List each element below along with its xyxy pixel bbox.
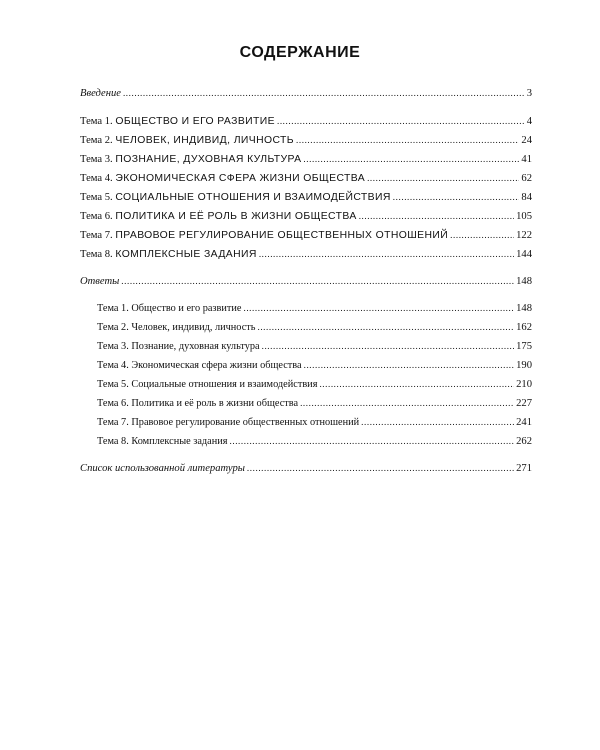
leader-dots xyxy=(393,190,520,200)
leader-dots xyxy=(262,339,515,349)
topic-title: Социальные отношения и взаимодействия xyxy=(131,379,318,390)
topic-title: ОБЩЕСТВО И ЕГО РАЗВИТИЕ xyxy=(115,116,275,127)
topic-title: Правовое регулирование общественных отношений xyxy=(131,417,360,428)
toc-entry-label xyxy=(97,360,302,371)
toc-entry-label xyxy=(80,173,365,184)
topic-prefix: Тема 3. xyxy=(97,341,129,352)
toc-entry-answer-topic[interactable] xyxy=(80,358,532,377)
toc-page-number: 144 xyxy=(516,249,532,260)
topic-title: ПОЛИТИКА И ЕЁ РОЛЬ В ЖИЗНИ ОБЩЕСТВА xyxy=(115,211,357,222)
toc-entry-answer-topic[interactable] xyxy=(80,301,532,320)
toc-page-number: 271 xyxy=(516,463,532,474)
topic-prefix: Тема 8. xyxy=(97,436,129,447)
topic-prefix: Тема 5. xyxy=(80,192,113,203)
topic-title: Комплексные задания xyxy=(131,436,228,447)
leader-dots xyxy=(361,415,514,425)
leader-dots xyxy=(296,133,519,143)
toc-entry-answer-topic[interactable] xyxy=(80,377,532,396)
topic-title: ЭКОНОМИЧЕСКАЯ СФЕРА ЖИЗНИ ОБЩЕСТВА xyxy=(115,173,366,184)
topic-title: Экономическая сфера жизни общества xyxy=(131,360,302,371)
topic-prefix: Тема 7. xyxy=(80,230,113,241)
topic-title: СОЦИАЛЬНЫЕ ОТНОШЕНИЯ И ВЗАИМОДЕЙСТВИЯ xyxy=(115,192,391,203)
topic-title: Познание, духовная культура xyxy=(131,341,260,352)
topic-title: Человек, индивид, личность xyxy=(131,322,256,333)
toc-page-number: 105 xyxy=(516,211,532,222)
toc-entry-topic[interactable] xyxy=(80,171,532,190)
topic-prefix: Тема 2. xyxy=(80,135,113,146)
topic-title: Общество и его развитие xyxy=(131,303,242,314)
leader-dots xyxy=(359,209,514,219)
leader-dots xyxy=(319,377,514,387)
toc-entry-intro[interactable] xyxy=(80,86,532,105)
toc-page-number: 122 xyxy=(516,230,532,241)
leader-dots xyxy=(230,434,515,444)
toc-entry-label xyxy=(80,249,257,260)
toc-entry-label xyxy=(97,303,241,314)
leader-dots xyxy=(450,228,514,238)
toc-entry-topic[interactable] xyxy=(80,114,532,133)
toc-page-number: 210 xyxy=(516,379,532,390)
toc-entry-label xyxy=(97,379,317,390)
toc-entry-label: Ответы xyxy=(80,276,120,287)
toc-entry-topic[interactable] xyxy=(80,247,532,266)
topic-title: ЧЕЛОВЕК, ИНДИВИД, ЛИЧНОСТЬ xyxy=(115,135,295,146)
toc-entry-topic[interactable] xyxy=(80,152,532,171)
toc-entry-label xyxy=(97,322,255,333)
toc-page-number: 41 xyxy=(521,154,532,165)
toc-entry-answer-topic[interactable] xyxy=(80,434,532,453)
toc-page-number: 4 xyxy=(526,116,532,127)
leader-dots xyxy=(300,396,514,406)
toc-entry-topic[interactable] xyxy=(80,190,532,209)
topic-prefix: Тема 4. xyxy=(80,173,113,184)
toc-page-number: 148 xyxy=(516,303,532,314)
leader-dots xyxy=(123,86,525,96)
topic-title: КОМПЛЕКСНЫЕ ЗАДАНИЯ xyxy=(115,249,257,260)
toc-entry-label xyxy=(80,135,294,146)
topic-prefix: Тема 1. xyxy=(80,116,113,127)
leader-dots xyxy=(243,301,514,311)
toc-page-number: 227 xyxy=(516,398,532,409)
toc-entry-answer-topic[interactable] xyxy=(80,320,532,339)
toc-entry-topic[interactable] xyxy=(80,133,532,152)
toc-entry-answers[interactable] xyxy=(80,274,532,293)
topic-title: Политика и её роль в жизни общества xyxy=(131,398,299,409)
leader-dots xyxy=(121,274,514,284)
toc-entry-label xyxy=(80,116,275,127)
topic-prefix: Тема 1. xyxy=(97,303,129,314)
topic-prefix: Тема 6. xyxy=(97,398,129,409)
toc-entry-label: Список использованной литературы xyxy=(80,463,245,474)
toc-page-number: 3 xyxy=(526,88,532,99)
toc-page-number: 241 xyxy=(516,417,532,428)
topic-title: ПРАВОВОЕ РЕГУЛИРОВАНИЕ ОБЩЕСТВЕННЫХ ОТНОШЕНИЙ xyxy=(115,230,449,241)
toc-page-number: 24 xyxy=(521,135,532,146)
toc-entry-label xyxy=(80,211,357,222)
toc-page-number: 84 xyxy=(521,192,532,203)
topic-title: ПОЗНАНИЕ, ДУХОВНАЯ КУЛЬТУРА xyxy=(115,154,302,165)
toc-page-number: 162 xyxy=(516,322,532,333)
leader-dots xyxy=(367,171,519,181)
toc-page-number: 62 xyxy=(521,173,532,184)
toc-entry-label xyxy=(97,436,228,447)
topic-prefix: Тема 6. xyxy=(80,211,113,222)
toc-page-number: 262 xyxy=(516,436,532,447)
leader-dots xyxy=(257,320,514,330)
toc-entry-label xyxy=(97,341,260,352)
topic-prefix: Тема 8. xyxy=(80,249,113,260)
toc-entry-answer-topic[interactable] xyxy=(80,415,532,434)
toc-entry-answer-topic[interactable] xyxy=(80,339,532,358)
topic-prefix: Тема 3. xyxy=(80,154,113,165)
toc-entry-label xyxy=(97,398,298,409)
topic-prefix: Тема 2. xyxy=(97,322,129,333)
topic-prefix: Тема 5. xyxy=(97,379,129,390)
leader-dots xyxy=(303,152,519,162)
leader-dots xyxy=(247,461,514,471)
toc-entry-answer-topic[interactable] xyxy=(80,396,532,415)
toc-entry-label: Введение xyxy=(80,88,121,99)
toc-page-number: 175 xyxy=(516,341,532,352)
page-title: СОДЕРЖАНИЕ xyxy=(239,44,361,61)
toc-entry-label xyxy=(80,230,448,241)
toc-entry-bibliography[interactable] xyxy=(80,461,532,480)
toc-page-number: 148 xyxy=(516,276,532,287)
leader-dots xyxy=(259,247,514,257)
topic-prefix: Тема 4. xyxy=(97,360,129,371)
toc-entry-topic[interactable] xyxy=(80,228,532,247)
toc-entry-label xyxy=(80,154,301,165)
toc-entry-label xyxy=(97,417,359,428)
toc-page-number: 190 xyxy=(516,360,532,371)
leader-dots xyxy=(277,114,525,124)
table-of-contents xyxy=(80,86,532,480)
toc-entry-topic[interactable] xyxy=(80,209,532,228)
topic-prefix: Тема 7. xyxy=(97,417,129,428)
leader-dots xyxy=(304,358,515,368)
toc-entry-label xyxy=(80,192,391,203)
